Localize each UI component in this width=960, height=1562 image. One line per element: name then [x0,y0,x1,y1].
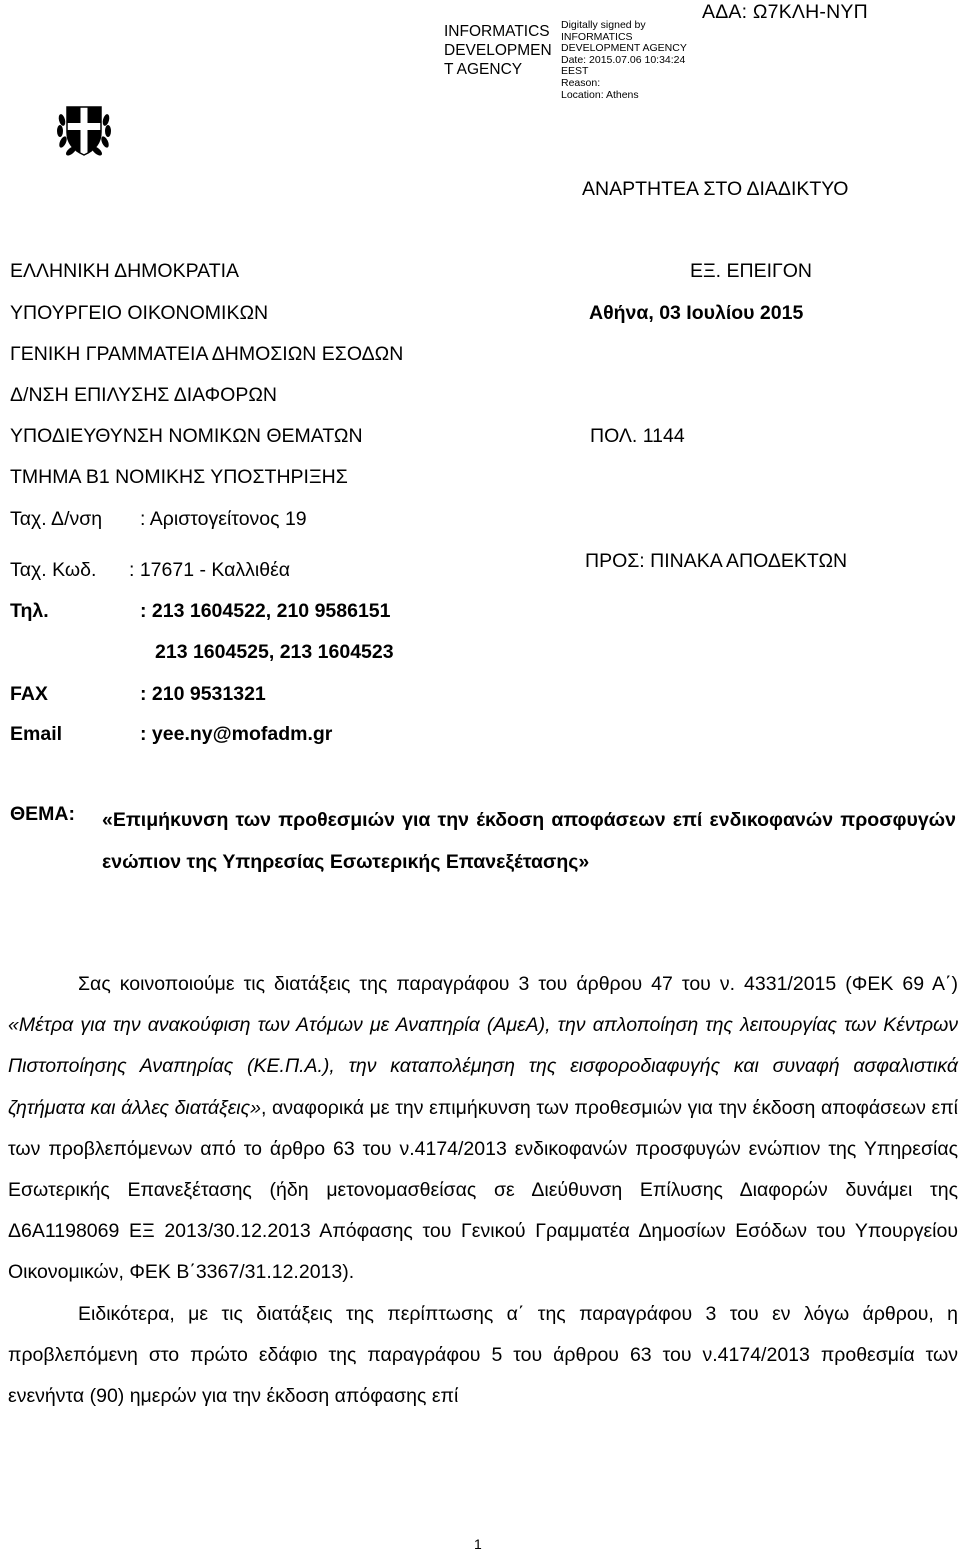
signature-signer: DEVELOPMENT AGENCY [561,42,687,55]
postal-label: Ταχ. Κωδ. [10,559,97,581]
body-text-run: , αναφορικά με την επιμήκυνση των προθεσμιών για την έκδοση αποφάσεων επί των προβλεπόμενων από το άρθρο 63 του ν.4174/2013 ενδικοφανών προσφυγών ενώπιον της Υπηρεσίας Εσωτερικής Επανεξέτασης (ήδη μετονομασθείσας σε Διεύθυνση Επίλυσης Διαφορών δυνάμει της Δ6Α1198069 ΕΞ 2013/30.12.2013 Απόφασης του Γενικού Γραμματέα Δημοσίων Εσόδων του Υπουργείου Οικονομικών, ΦΕΚ Β΄3367/31.12.2013). [8,1096,958,1284]
fax-value: : 210 9531321 [140,683,266,705]
subject-text: «Επιμήκυνση των προθεσμιών για την έκδοση αποφάσεων επί ενδικοφανών προσφυγών ενώπιον της Υπηρεσίας Εσωτερικής Επανεξέτασης» [102,809,956,873]
address-label: Ταχ. Δ/νση [10,508,103,530]
document-date: Αθήνα, 03 Ιουλίου 2015 [589,302,804,324]
sender-line: Δ/ΝΣΗ ΕΠΙΛΥΣΗΣ ΔΙΑΦΟΡΩΝ [10,384,277,406]
signature-signer: INFORMATICS [561,30,633,43]
sender-line: ΓΕΝΙΚΗ ΓΡΑΜΜΑΤΕΙΑ ΔΗΜΟΣΙΩΝ ΕΣΟΔΩΝ [10,343,404,365]
sender-line: ΥΠΟΥΡΓΕΙΟ ΟΙΚΟΝΟΜΙΚΩΝ [10,302,269,324]
postal-value: : 17671 - Καλλιθέα [129,559,291,581]
reference-number: ΠΟΛ. 1144 [590,425,685,447]
sender-line: ΤΜΗΜΑ Β1 ΝΟΜΙΚΗΣ ΥΠΟΣΤΗΡΙΞΗΣ [10,466,348,488]
signature-details [561,20,691,101]
signature-location: Location: Athens [561,88,639,101]
signature-org-line: DEVELOPMEN [444,42,552,59]
urgency-label: ΕΞ. ΕΠΕΙΓΟΝ [690,260,813,282]
sender-line: ΕΛΛΗΝΙΚΗ ΔΗΜΟΚΡΑΤΙΑ [10,260,240,282]
body-text-run: Σας κοινοποιούμε τις διατάξεις της παραγράφου 3 του άρθρου 47 του ν. 4331/2015 (ΦΕΚ 69 Α΄) [78,973,958,995]
sender-line: ΥΠΟΔΙΕΥΘΥΝΣΗ ΝΟΜΙΚΩΝ ΘΕΜΑΤΩΝ [10,425,363,447]
phone-value: : 213 1604522, 210 9586151 [140,600,391,622]
fax-label: FAX [10,683,48,705]
posting-notice: ΑΝΑΡΤΗΤΕΑ ΣΤΟ ΔΙΑΔΙΚΤΥΟ [582,178,849,200]
recipient-line: ΠΡΟΣ: ΠΙΝΑΚΑ ΑΠΟΔΕΚΤΩΝ [585,550,848,572]
ada-code: ΑΔΑ: Ω7ΚΛΗ-ΝΥΠ [702,1,868,23]
page-number: 1 [474,1536,482,1552]
signature-organization [444,22,556,79]
email-label: Email [10,723,63,745]
law-title: «Μέτρα για την ανακούφιση των Ατόμων με Αναπηρία (ΑμεΑ), την απλοποίηση της λειτουργίας των Κέντρων Πιστοποίησης Αναπηρίας (ΚΕ.Π.Α.), την καταπολέμηση της εισφοροδιαφυγής και συναφή ασφαλιστικά ζητήματα και άλλες διατάξεις» [8,1014,958,1119]
body-paragraph: Ειδικότερα, με τις διατάξεις της περίπτωσης α΄ της παραγράφου 3 του εν λόγω άρθρου, η προβλεπόμενη στο πρώτο εδάφιο της παραγράφου 5 του άρθρου 63 του ν.4174/2013 προθεσμία των ενενήντα (90) ημερών για την έκδοση απόφασης επί [8,1302,958,1408]
greek-emblem-icon [52,98,116,162]
signature-org-line: INFORMATICS [444,23,550,40]
address-value: : Αριστογείτονος 19 [140,508,307,530]
signature-reason: Reason: [561,76,601,89]
subject-label: ΘΕΜΑ: [10,803,75,825]
phone-label: Τηλ. [10,600,49,622]
phone-value-secondary: 213 1604525, 213 1604523 [155,641,394,663]
email-value[interactable]: : yee.ny@mofadm.gr [140,723,333,745]
signature-date: Date: 2015.07.06 10:34:24 [561,53,686,66]
signature-org-line: T AGENCY [444,61,523,78]
document-body [8,964,958,1417]
signature-signed-label: Digitally signed by [561,19,646,31]
body-paragraph [8,964,958,1294]
signature-timezone: EEST [561,65,589,78]
